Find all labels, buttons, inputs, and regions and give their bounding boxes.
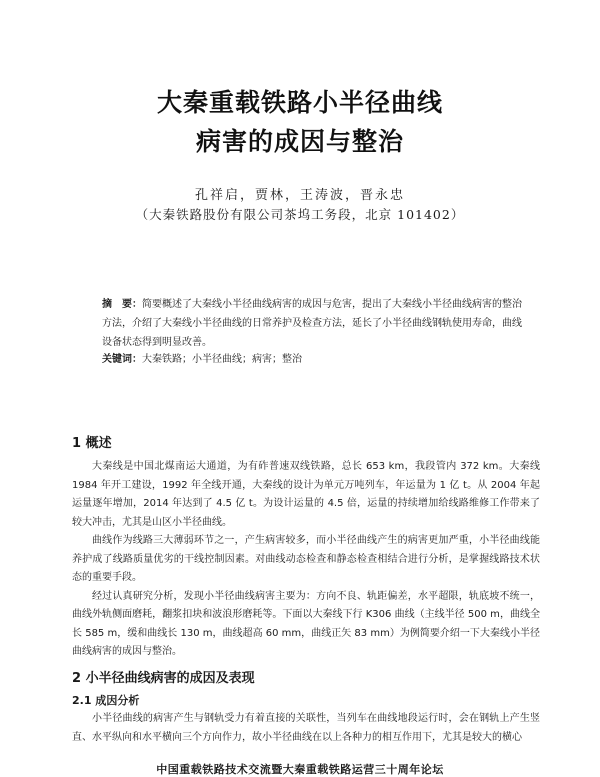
section-2-1-body	[72, 710, 540, 747]
paper-title-line-1: 大秦重载铁路小半径曲线	[156, 88, 443, 117]
section-1-body	[72, 458, 540, 662]
section-heading-2: 2 小半径曲线病害的成因及表现	[72, 671, 255, 686]
abstract-label: 摘 要：	[102, 299, 142, 310]
abstract	[102, 295, 522, 352]
page-footer: 中国重载铁路技术交流暨大秦重载铁路运营三十周年论坛	[156, 763, 444, 776]
paper-title-line-2: 病害的成因与整治	[195, 127, 404, 156]
section-heading-1: 1 概述	[72, 436, 112, 451]
affiliation: （大秦铁路股份有限公司茶坞工务段，北京 101402）	[135, 207, 465, 222]
keywords-label: 关键词：	[102, 354, 142, 365]
subsection-heading-2-1: 2.1 成因分析	[72, 694, 140, 707]
authors: 孔祥启，贾林，王涛波，晋永忠	[194, 188, 405, 203]
paragraph: 小半径曲线的病害产生与钢轨受力有着直接的关联性，当列车在曲线地段运行时，会在钢轨上产生竖直、水平纵向和水平横向三个方向作力，故小半径曲线在以上各种力的相互作用下，尤其是较大的横心	[72, 713, 540, 743]
keywords	[102, 350, 522, 365]
keywords-text: 大秦铁路；小半径曲线；病害；整治	[142, 354, 302, 365]
paragraph: 大秦线是中国北煤南运大通道，为有砟普速双线铁路，总长 653 km，我段管内 372 km。大秦线 1984 年开工建设，1992 年全线开通，大秦线的设计为单元万吨列车，年运量为 1 亿 t。从 2004 年起运量逐年增加，2014 年达到了 4.5 亿 t。为设计运量的 4.5 倍，运量的持续增加给线路维修工作带来了较大冲击，尤其是山区小半径曲线。	[72, 461, 540, 528]
paragraph: 经过认真研究分析，发现小半径曲线病害主要为：方向不良、轨距偏差，水平超限，轨底坡不统一，曲线外轨侧面磨耗，翻浆扣块和波浪形磨耗等。下面以大秦线下行 K306 曲线（主线半径 500 m，曲线全长 585 m，缓和曲线长 130 m，曲线超高 60 mm，曲线正矢 83 mm）为例简要介绍一下大秦线小半径曲线病害的成因与整治。	[72, 590, 540, 657]
paragraph: 曲线作为线路三大薄弱环节之一，产生病害较多，而小半径曲线产生的病害更加严重，小半径曲线能养护成了线路质量优劣的干线控制因素。对曲线动态检查和静态检查相结合进行分析，是掌握线路技术状态的重要手段。	[72, 535, 540, 583]
abstract-text: 简要概述了大秦线小半径曲线病害的成因与危害，提出了大秦线小半径曲线病害的整治方法，介绍了大秦线小半径曲线的日常养护及检查方法，延长了小半径曲线钢轨使用寿命，曲线设备状态得到明显改善。	[102, 299, 522, 348]
